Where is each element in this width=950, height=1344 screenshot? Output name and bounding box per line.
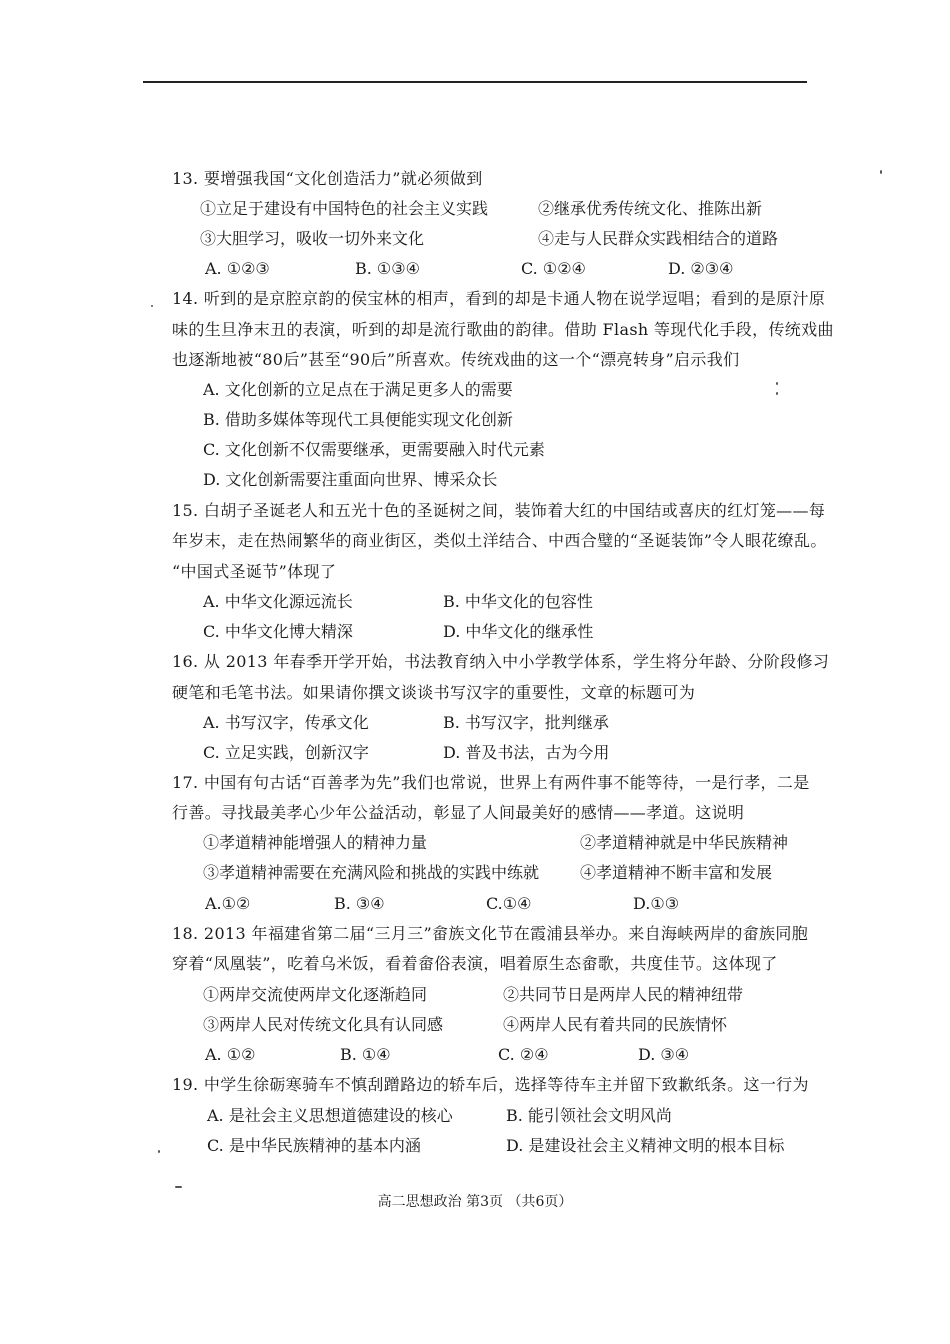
q15-line-3: “中国式圣诞节”体现了 (172, 562, 337, 581)
q13-item-2: ②继承优秀传统文化、推陈出新 (538, 199, 763, 218)
q18-item-4: ④两岸人民有着共同的民族情怀 (503, 1015, 728, 1034)
q13-item-3: ③大胆学习，吸收一切外来文化 (200, 229, 425, 248)
q17-choice-c: C.①④ (486, 894, 532, 913)
q18-item-3: ③两岸人民对传统文化具有认同感 (203, 1015, 444, 1034)
q19-choice-d: D. 是建设社会主义精神文明的根本目标 (506, 1136, 785, 1155)
q16-choice-d: D. 普及书法，古为今用 (443, 743, 610, 762)
q19-choice-a: A. 是社会主义思想道德建设的核心 (207, 1106, 453, 1125)
q16-choice-a: A. 书写汉字，传承文化 (203, 713, 369, 732)
q13-choice-a: A. ①②③ (205, 259, 270, 278)
q14-line-1: 14. 听到的是京腔京韵的侯宝林的相声，看到的却是卡通人物在说学逗唱；看到的是原汁原 (172, 289, 826, 308)
q13-choice-d: D. ②③④ (668, 259, 734, 278)
q14-choice-a: A. 文化创新的立足点在于满足更多人的需要 (203, 380, 513, 399)
q19-stem: 19. 中学生徐砺寒骑车不慎刮蹭路边的轿车后，选择等待车主并留下致歉纸条。这一行为 (172, 1075, 809, 1094)
q16-line-2: 硬笔和毛笔书法。如果请你撰文谈谈书写汉字的重要性，文章的标题可为 (172, 683, 696, 702)
q14-choice-c: C. 文化创新不仅需要继承，更需要融入时代元素 (203, 440, 545, 459)
q18-choice-d: D. ③④ (638, 1045, 690, 1064)
q18-item-1: ①两岸交流使两岸文化逐渐趋同 (203, 985, 428, 1004)
scan-speck (776, 382, 778, 385)
q15-choice-d: D. 中华文化的继承性 (443, 622, 594, 641)
q17-choice-a: A.①② (205, 894, 251, 913)
q18-choice-c: C. ②④ (498, 1045, 549, 1064)
q13-choice-c: C. ①②④ (521, 259, 586, 278)
q14-line-3: 也逐渐地被“80后”甚至“90后”所喜欢。传统戏曲的这一个“漂亮转身”启示我们 (172, 350, 740, 369)
q19-choice-b: B. 能引领社会文明风尚 (506, 1106, 672, 1125)
q15-line-2: 年岁末，走在热闹繁华的商业街区，类似土洋结合、中西合璧的“圣诞装饰”令人眼花缭乱。 (172, 531, 827, 550)
q18-choice-b: B. ①④ (340, 1045, 391, 1064)
q17-choice-b: B. ③④ (334, 894, 385, 913)
q18-choice-a: A. ①② (205, 1045, 256, 1064)
q15-choice-a: A. 中华文化源远流长 (203, 592, 353, 611)
scan-speck (151, 305, 153, 307)
q16-line-1: 16. 从 2013 年春季开学开始，书法教育纳入中小学教学体系，学生将分年龄、分阶段修习 (172, 652, 830, 671)
page-footer: 高二思想政治 第3页 （共6页） (377, 1194, 573, 1210)
q17-item-1: ①孝道精神能增强人的精神力量 (203, 833, 428, 852)
q17-item-4: ④孝道精神不断丰富和发展 (580, 863, 773, 882)
q13-item-4: ④走与人民群众实践相结合的道路 (538, 229, 779, 248)
q18-line-1: 18. 2013 年福建省第二届“三月三”畲族文化节在霞浦县举办。来自海峡两岸的畲族同胞 (172, 924, 809, 943)
scan-speck (880, 170, 882, 174)
scan-speck (776, 392, 778, 395)
q19-choice-c: C. 是中华民族精神的基本内涵 (207, 1136, 421, 1155)
scan-speck (175, 1186, 182, 1188)
q15-line-1: 15. 白胡子圣诞老人和五光十色的圣诞树之间，装饰着大红的中国结或喜庆的红灯笼——每 (172, 501, 826, 520)
q13-stem: 13. 要增强我国“文化创造活力”就必须做到 (172, 169, 483, 188)
q18-line-2: 穿着“凤凰装”，吃着乌米饭，看着畲俗表演，唱着原生态畲歌，共度佳节。这体现了 (172, 954, 778, 973)
q14-line-2: 味的生旦净末丑的表演，听到的却是流行歌曲的韵律。借助 Flash 等现代化手段，传统戏曲 (172, 320, 834, 339)
q16-choice-b: B. 书写汉字，批判继承 (443, 713, 609, 732)
q17-item-2: ②孝道精神就是中华民族精神 (580, 833, 789, 852)
scan-speck (158, 1150, 160, 1153)
q13-item-1: ①立足于建设有中国特色的社会主义实践 (200, 199, 489, 218)
q15-choice-c: C. 中华文化博大精深 (203, 622, 353, 641)
q13-choice-b: B. ①③④ (355, 259, 420, 278)
q17-line-1: 17. 中国有句古话“百善孝为先”我们也常说，世界上有两件事不能等待，一是行孝，二是 (172, 773, 810, 792)
header-rule (143, 81, 807, 83)
q15-choice-b: B. 中华文化的包容性 (443, 592, 593, 611)
q16-choice-c: C. 立足实践，创新汉字 (203, 743, 369, 762)
q14-choice-b: B. 借助多媒体等现代工具便能实现文化创新 (203, 410, 513, 429)
q17-choice-d: D.①③ (633, 894, 680, 913)
q14-choice-d: D. 文化创新需要注重面向世界、博采众长 (203, 470, 498, 489)
q18-item-2: ②共同节日是两岸人民的精神纽带 (503, 985, 744, 1004)
q17-line-2: 行善。寻找最美孝心少年公益活动，彰显了人间最美好的感情——孝道。这说明 (172, 803, 745, 822)
q17-item-3: ③孝道精神需要在充满风险和挑战的实践中练就 (203, 863, 540, 882)
